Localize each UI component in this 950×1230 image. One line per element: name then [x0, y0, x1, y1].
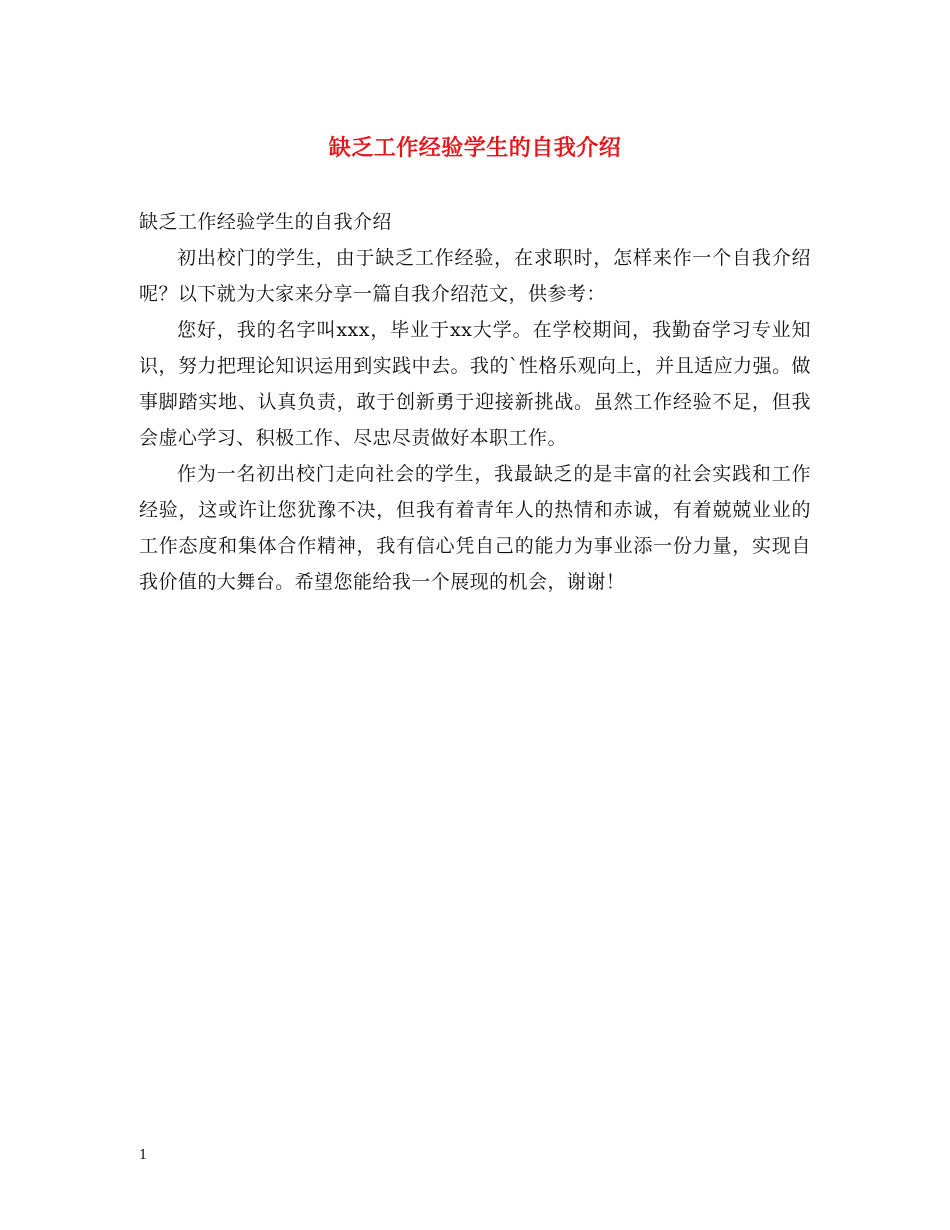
page-number: 1: [139, 1148, 148, 1163]
paragraph-closing: 作为一名初出校门走向社会的学生，我最缺乏的是丰富的社会实践和工作经验，这或许让您犹豫不决，但我有着青年人的热情和赤诚，有着兢兢业业的工作态度和集体合作精神，我有信心凭自己的能力为事业添一份力量，实现自我价值的大舞台。希望您能给我一个展现的机会，谢谢！: [139, 463, 811, 593]
body-heading: 缺乏工作经验学生的自我介绍: [139, 211, 392, 233]
document-body: [139, 204, 811, 600]
paragraph-intro: 初出校门的学生，由于缺乏工作经验，在求职时，怎样来作一个自我介绍呢？以下就为大家来分享一篇自我介绍范文，供参考：: [139, 247, 811, 305]
paragraph-self-introduction: 您好，我的名字叫xxx，毕业于xx大学。在学校期间，我勤奋学习专业知识，努力把理论知识运用到实践中去。我的`性格乐观向上，并且适应力强。做事脚踏实地、认真负责，敢于创新勇于迎接新挑战。虽然工作经验不足，但我会虚心学习、积极工作、尽忠尽责做好本职工作。: [139, 319, 811, 449]
document-title: 缺乏工作经验学生的自我介绍: [328, 135, 622, 161]
